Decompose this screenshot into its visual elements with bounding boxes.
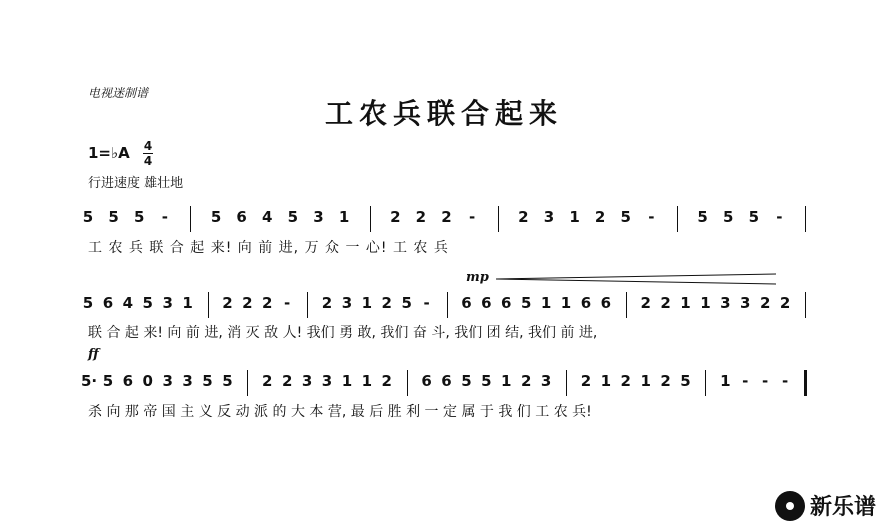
note: 1 <box>341 372 353 390</box>
time-signature <box>143 140 153 167</box>
note: 3 <box>540 372 552 390</box>
note: 3 <box>162 372 173 390</box>
note: 2 <box>222 294 233 312</box>
time-bottom: 4 <box>143 154 153 168</box>
note: 3 <box>301 372 313 390</box>
note: 5 <box>401 294 412 312</box>
note: 2 <box>660 372 671 390</box>
note: 5 <box>108 208 119 226</box>
barline <box>805 292 806 318</box>
note: 5 <box>102 372 114 390</box>
note: 2 <box>640 294 651 312</box>
note: 3 <box>182 372 193 390</box>
note: 1 <box>540 294 552 312</box>
note: 5 <box>202 372 213 390</box>
note: 5 <box>620 208 631 226</box>
note: 5 <box>461 372 472 390</box>
note: 3 <box>313 208 324 226</box>
song-title: 工农兵联合起来 <box>324 97 563 130</box>
note: 1 <box>600 372 612 390</box>
record-icon <box>775 491 805 521</box>
note: 6 <box>122 372 134 390</box>
note: - <box>161 208 168 226</box>
barline <box>677 206 678 232</box>
note: 6 <box>102 294 114 312</box>
note: 6 <box>461 294 472 312</box>
note: - <box>284 294 291 312</box>
note: 2 <box>779 294 791 312</box>
barline <box>307 292 308 318</box>
note: - <box>468 208 476 226</box>
key-signature: 1=♭A <box>88 144 130 162</box>
barline <box>190 206 191 232</box>
note: - <box>648 208 655 226</box>
note: 2 <box>520 372 532 390</box>
note: 2 <box>281 372 293 390</box>
note: 0 <box>142 372 153 390</box>
note: - <box>423 294 430 312</box>
barline <box>370 206 371 232</box>
barline <box>498 206 499 232</box>
note: 2 <box>620 372 631 390</box>
lyrics-line-3: 杀 向 那 帝 国 主 义 反 动 派 的 大 本 营, 最 后 胜 利 一 定 属 于 我 们 工 农 兵! <box>88 404 592 420</box>
note: 6 <box>600 294 612 312</box>
note: 4 <box>122 294 134 312</box>
note: 2 <box>441 208 452 226</box>
dynamic-mp: mp <box>466 270 489 285</box>
note: 2 <box>262 372 273 390</box>
note: 3 <box>720 294 731 312</box>
note: 3 <box>341 294 353 312</box>
note: 5 <box>680 372 691 390</box>
note: 2 <box>660 294 671 312</box>
note: 1 <box>361 372 373 390</box>
note: 5 <box>287 208 299 226</box>
note: 5 <box>133 208 145 226</box>
note: 5 <box>82 208 94 226</box>
note: 1 <box>569 208 580 226</box>
note: 1 <box>182 294 193 312</box>
note: 2 <box>518 208 529 226</box>
source-credit: 电视迷制谱 <box>88 86 149 100</box>
barline <box>447 292 448 318</box>
note: 6 <box>580 294 592 312</box>
note: 5 <box>222 372 233 390</box>
note: 1 <box>338 208 350 226</box>
note: 5 <box>722 208 734 226</box>
barline <box>705 370 706 396</box>
note: - <box>762 372 769 390</box>
note: 5 <box>210 208 222 226</box>
note: - <box>781 372 789 390</box>
note: 3 <box>162 294 173 312</box>
barline <box>208 292 209 318</box>
decrescendo-hairpin <box>496 272 778 286</box>
barline <box>407 370 408 396</box>
barline <box>626 292 627 318</box>
lyrics-line-1: 工 农 兵 联 合 起 来! 向 前 进, 万 众 一 心! 工 农 兵 <box>88 240 449 256</box>
note: 5 <box>520 294 532 312</box>
note: 2 <box>381 372 392 390</box>
note: 1 <box>640 372 651 390</box>
note: 2 <box>415 208 427 226</box>
note: 2 <box>594 208 606 226</box>
lyrics-line-2: 联 合 起 来! 向 前 进, 消 灭 敌 人! 我们 勇 敢, 我们 奋 斗, 我们 团 结, 我们 前 进, <box>88 325 598 341</box>
note: 2 <box>381 294 392 312</box>
note: 2 <box>321 294 333 312</box>
note: 1 <box>560 294 572 312</box>
logo <box>775 490 876 521</box>
note: 4 <box>262 208 273 226</box>
note: 2 <box>580 372 592 390</box>
note: 3 <box>543 208 555 226</box>
note: 5· <box>81 372 98 390</box>
logo-text: 新乐谱 <box>809 495 876 520</box>
note: 2 <box>759 294 771 312</box>
dynamic-ff: ff <box>88 347 99 362</box>
note: 2 <box>390 208 401 226</box>
note: 5 <box>481 372 492 390</box>
note: 5 <box>142 294 153 312</box>
note: 6 <box>501 294 512 312</box>
note: - <box>742 372 749 390</box>
note: 6 <box>481 294 492 312</box>
note: 6 <box>441 372 452 390</box>
note: - <box>776 208 783 226</box>
note: 1 <box>361 294 373 312</box>
note: 5 <box>748 208 759 226</box>
note: 3 <box>321 372 333 390</box>
final-barline <box>804 370 807 396</box>
barline <box>566 370 567 396</box>
note: 1 <box>700 294 711 312</box>
note: 2 <box>242 294 253 312</box>
note: 1 <box>680 294 691 312</box>
note: 1 <box>501 372 512 390</box>
note: 3 <box>740 294 751 312</box>
barline <box>247 370 248 396</box>
note: 6 <box>236 208 247 226</box>
note: 5 <box>82 294 94 312</box>
note: 6 <box>421 372 432 390</box>
note: 2 <box>262 294 273 312</box>
barline <box>805 206 806 232</box>
time-top: 4 <box>143 139 153 153</box>
tempo-marking: 行进速度 雄壮地 <box>88 176 184 191</box>
note: 5 <box>697 208 708 226</box>
note: 1 <box>720 372 731 390</box>
